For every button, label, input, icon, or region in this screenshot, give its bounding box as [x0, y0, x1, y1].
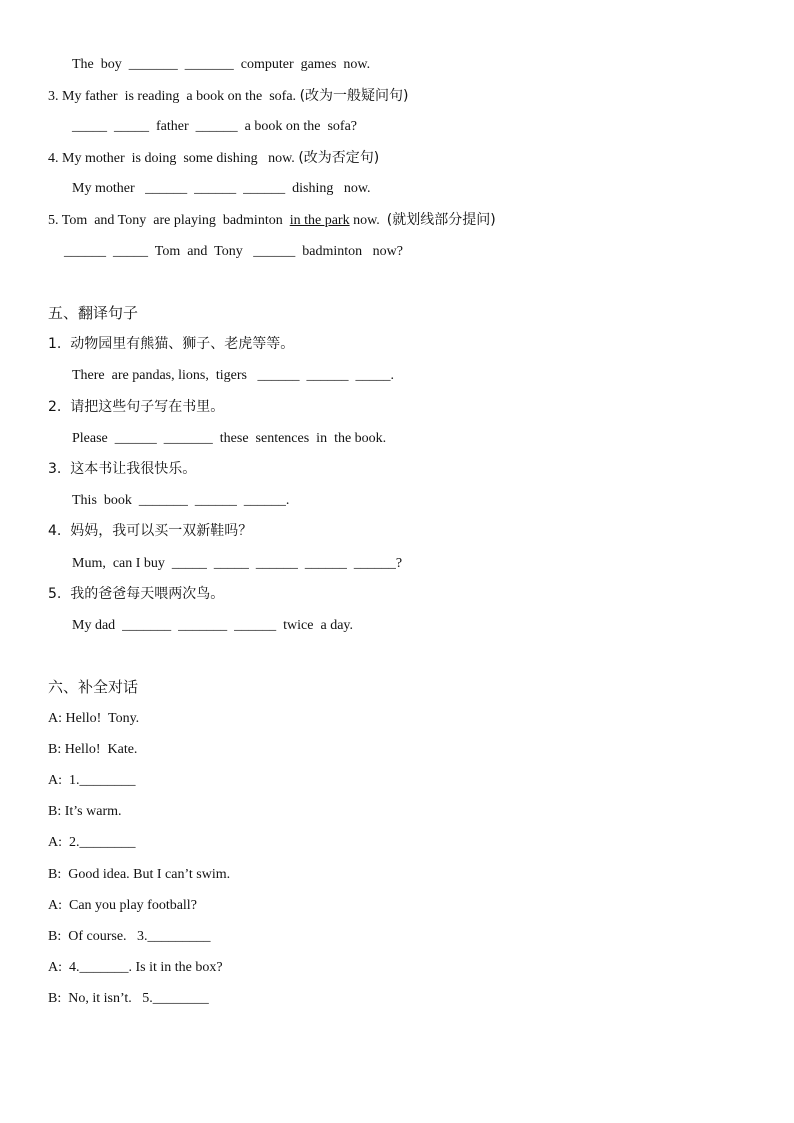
dialogue-line-2: B: Hello! Kate. [48, 742, 138, 757]
translate-5-chinese: 5. 我的爸爸每天喂两次鸟。 [48, 586, 225, 602]
question-5-underlined-phrase: in the park [289, 213, 350, 228]
question-3 [48, 87, 409, 106]
section-6-title: 六、补全对话 [48, 678, 139, 696]
dialogue-line-4: B: It’s warm. [48, 804, 122, 819]
question-4-instruction: (改为否定句) [298, 150, 380, 166]
translate-2-chinese: 2. 请把这些句子写在书里。 [48, 399, 225, 415]
translate-4-chinese: 4. 妈妈，我可以买一双新鞋吗？ [48, 523, 253, 539]
question-4 [48, 149, 379, 168]
section-5-title: 五、翻译句子 [48, 304, 139, 322]
translate-4-english: Mum, can I buy _____ _____ ______ ______ ______? [72, 556, 403, 571]
translate-2-english: Please ______ _______ these sentences in the book. [72, 431, 387, 446]
question-5-answer-line: ______ _____ Tom and Tony ______ badminton now? [64, 244, 403, 259]
translate-5-english: My dad _______ _______ ______ twice a day. [72, 618, 353, 633]
translate-3-english: This book _______ ______ ______. [72, 493, 290, 508]
dialogue-line-5: A: 2.________ [48, 835, 136, 850]
question-3-instruction: (改为一般疑问句) [299, 88, 409, 104]
dialogue-line-3: A: 1.________ [48, 773, 136, 788]
dialogue-line-7: A: Can you play football? [48, 898, 197, 913]
question-3-answer-line: _____ _____ father ______ a book on the sofa? [72, 119, 357, 134]
dialogue-line-9: A: 4._______. Is it in the box? [48, 960, 223, 975]
question-5 [48, 211, 496, 230]
dialogue-line-10: B: No, it isn’t. 5.________ [48, 991, 209, 1006]
translate-1-english: There are pandas, lions, tigers ______ ______ _____. [72, 368, 394, 383]
question-4-text: 4. My mother is doing some dishing now. [48, 151, 299, 166]
question-5-text-post: now. [349, 213, 387, 228]
translate-3-chinese: 3. 这本书让我很快乐。 [48, 461, 197, 477]
question-4-answer-line: My mother ______ ______ ______ dishing now. [72, 181, 371, 196]
dialogue-line-8: B: Of course. 3._________ [48, 929, 211, 944]
question-5-instruction: (就划线部分提问) [386, 212, 496, 228]
question-5-text-pre: 5. Tom and Tony are playing badminton [48, 213, 290, 228]
question-3-text: 3. My father is reading a book on the sofa. [48, 89, 300, 104]
dialogue-line-1: A: Hello! Tony. [48, 711, 140, 726]
dialogue-line-6: B: Good idea. But I can’t swim. [48, 867, 231, 882]
translate-1-chinese: 1. 动物园里有熊猫、狮子、老虎等等。 [48, 336, 295, 352]
q2-answer-line: The boy _______ _______ computer games now. [72, 57, 371, 72]
